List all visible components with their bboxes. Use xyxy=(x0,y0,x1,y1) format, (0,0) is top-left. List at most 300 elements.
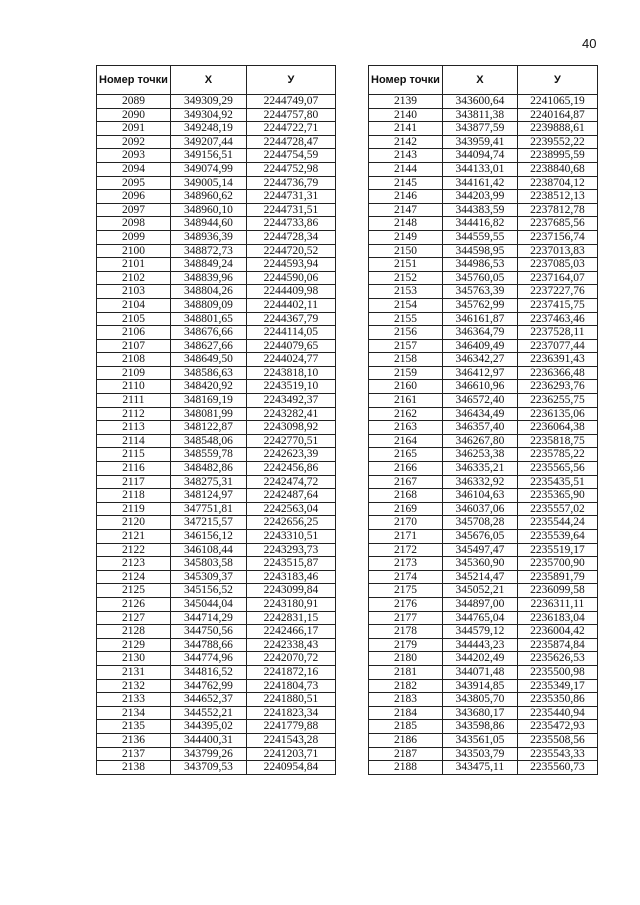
table-row xyxy=(97,462,336,476)
table-row xyxy=(97,312,336,326)
cell-x: 345156,52 xyxy=(170,584,246,598)
cell-point-number: 2096 xyxy=(97,190,171,204)
cell-point-number: 2140 xyxy=(369,108,443,122)
header-y: У xyxy=(246,66,335,95)
header-point-number: Номер точки xyxy=(369,66,443,95)
cell-point-number: 2182 xyxy=(369,679,443,693)
table-row xyxy=(369,611,598,625)
cell-y: 2235544,24 xyxy=(517,516,597,530)
table-row xyxy=(369,339,598,353)
cell-y: 2242456,86 xyxy=(246,462,335,476)
page-number: 40 xyxy=(582,36,597,51)
cell-y: 2235543,33 xyxy=(517,747,597,761)
header-point-number: Номер точки xyxy=(97,66,171,95)
cell-y: 2237415,75 xyxy=(517,298,597,312)
cell-x: 346161,87 xyxy=(442,312,517,326)
table-row xyxy=(97,176,336,190)
table-row xyxy=(97,407,336,421)
cell-x: 346335,21 xyxy=(442,462,517,476)
table-row xyxy=(97,693,336,707)
cell-y: 2238512,13 xyxy=(517,190,597,204)
cell-point-number: 2135 xyxy=(97,720,171,734)
cell-y: 2242623,39 xyxy=(246,448,335,462)
cell-x: 345676,05 xyxy=(442,530,517,544)
cell-y: 2243818,10 xyxy=(246,366,335,380)
cell-y: 2242338,43 xyxy=(246,638,335,652)
cell-y: 2244731,51 xyxy=(246,203,335,217)
header-x: X xyxy=(442,66,517,95)
table-row xyxy=(369,543,598,557)
cell-point-number: 2100 xyxy=(97,244,171,258)
cell-x: 348809,09 xyxy=(170,298,246,312)
table-row xyxy=(97,502,336,516)
cell-y: 2239888,61 xyxy=(517,122,597,136)
cell-point-number: 2126 xyxy=(97,597,171,611)
cell-y: 2236004,42 xyxy=(517,625,597,639)
cell-point-number: 2141 xyxy=(369,122,443,136)
cell-y: 2237227,76 xyxy=(517,285,597,299)
cell-y: 2241203,71 xyxy=(246,747,335,761)
cell-point-number: 2161 xyxy=(369,394,443,408)
table-row xyxy=(369,421,598,435)
cell-x: 345760,05 xyxy=(442,271,517,285)
cell-y: 2240164,87 xyxy=(517,108,597,122)
cell-point-number: 2093 xyxy=(97,149,171,163)
cell-y: 2237463,46 xyxy=(517,312,597,326)
cell-x: 344133,01 xyxy=(442,162,517,176)
table-row xyxy=(97,122,336,136)
table-row xyxy=(97,135,336,149)
cell-point-number: 2109 xyxy=(97,366,171,380)
cell-point-number: 2167 xyxy=(369,475,443,489)
table-row xyxy=(369,312,598,326)
cell-point-number: 2188 xyxy=(369,761,443,775)
cell-y: 2235435,51 xyxy=(517,475,597,489)
cell-x: 346156,12 xyxy=(170,530,246,544)
cell-x: 348122,87 xyxy=(170,421,246,435)
cell-y: 2243519,10 xyxy=(246,380,335,394)
table-row xyxy=(97,298,336,312)
cell-point-number: 2144 xyxy=(369,162,443,176)
cell-y: 2235519,17 xyxy=(517,543,597,557)
cell-point-number: 2178 xyxy=(369,625,443,639)
table-row xyxy=(369,584,598,598)
table-row xyxy=(97,217,336,231)
cell-y: 2242487,64 xyxy=(246,489,335,503)
cell-y: 2236255,75 xyxy=(517,394,597,408)
cell-point-number: 2149 xyxy=(369,230,443,244)
cell-y: 2240954,84 xyxy=(246,761,335,775)
cell-y: 2235626,53 xyxy=(517,652,597,666)
cell-x: 345052,21 xyxy=(442,584,517,598)
cell-point-number: 2127 xyxy=(97,611,171,625)
table-row xyxy=(369,652,598,666)
cell-point-number: 2128 xyxy=(97,625,171,639)
cell-point-number: 2118 xyxy=(97,489,171,503)
cell-x: 343475,11 xyxy=(442,761,517,775)
cell-point-number: 2186 xyxy=(369,733,443,747)
cell-y: 2241872,16 xyxy=(246,665,335,679)
cell-x: 344071,48 xyxy=(442,665,517,679)
cell-point-number: 2137 xyxy=(97,747,171,761)
cell-x: 347751,81 xyxy=(170,502,246,516)
table-row xyxy=(369,475,598,489)
cell-y: 2243293,73 xyxy=(246,543,335,557)
cell-y: 2242563,04 xyxy=(246,502,335,516)
table-row xyxy=(97,584,336,598)
cell-y: 2243099,84 xyxy=(246,584,335,598)
cell-x: 348559,78 xyxy=(170,448,246,462)
cell-point-number: 2120 xyxy=(97,516,171,530)
table-row xyxy=(97,339,336,353)
cell-x: 346037,06 xyxy=(442,502,517,516)
cell-y: 2236183,04 xyxy=(517,611,597,625)
table-row xyxy=(369,366,598,380)
cell-y: 2235785,22 xyxy=(517,448,597,462)
table-row xyxy=(97,285,336,299)
cell-x: 348169,19 xyxy=(170,394,246,408)
cell-point-number: 2091 xyxy=(97,122,171,136)
table-row xyxy=(369,434,598,448)
cell-y: 2244736,79 xyxy=(246,176,335,190)
cell-point-number: 2130 xyxy=(97,652,171,666)
cell-point-number: 2094 xyxy=(97,162,171,176)
cell-x: 346104,63 xyxy=(442,489,517,503)
cell-x: 349309,29 xyxy=(170,95,246,109)
cell-y: 2235508,56 xyxy=(517,733,597,747)
cell-point-number: 2123 xyxy=(97,557,171,571)
cell-y: 2244593,94 xyxy=(246,258,335,272)
coordinates-table-right xyxy=(368,65,598,775)
cell-point-number: 2187 xyxy=(369,747,443,761)
cell-x: 349156,51 xyxy=(170,149,246,163)
cell-point-number: 2111 xyxy=(97,394,171,408)
cell-point-number: 2170 xyxy=(369,516,443,530)
cell-x: 343680,17 xyxy=(442,706,517,720)
table-row xyxy=(369,258,598,272)
cell-x: 344986,53 xyxy=(442,258,517,272)
cell-y: 2241543,28 xyxy=(246,733,335,747)
cell-y: 2235539,64 xyxy=(517,530,597,544)
cell-point-number: 2136 xyxy=(97,733,171,747)
cell-point-number: 2131 xyxy=(97,665,171,679)
table-header-row xyxy=(97,66,336,95)
table-row xyxy=(369,217,598,231)
cell-point-number: 2114 xyxy=(97,434,171,448)
cell-x: 345497,47 xyxy=(442,543,517,557)
header-y: У xyxy=(517,66,597,95)
cell-x: 344714,29 xyxy=(170,611,246,625)
cell-y: 2244754,59 xyxy=(246,149,335,163)
cell-y: 2244590,06 xyxy=(246,271,335,285)
table-row xyxy=(97,149,336,163)
cell-y: 2237085,03 xyxy=(517,258,597,272)
table-row xyxy=(97,271,336,285)
cell-y: 2242831,15 xyxy=(246,611,335,625)
cell-x: 348676,66 xyxy=(170,326,246,340)
table-row xyxy=(97,625,336,639)
table-row xyxy=(369,733,598,747)
cell-point-number: 2129 xyxy=(97,638,171,652)
cell-y: 2242070,72 xyxy=(246,652,335,666)
cell-y: 2244024,77 xyxy=(246,353,335,367)
cell-x: 348548,06 xyxy=(170,434,246,448)
cell-y: 2241823,34 xyxy=(246,706,335,720)
cell-point-number: 2142 xyxy=(369,135,443,149)
cell-point-number: 2115 xyxy=(97,448,171,462)
table-row xyxy=(97,434,336,448)
cell-point-number: 2181 xyxy=(369,665,443,679)
cell-point-number: 2110 xyxy=(97,380,171,394)
cell-y: 2235891,79 xyxy=(517,570,597,584)
cell-x: 348649,50 xyxy=(170,353,246,367)
cell-point-number: 2168 xyxy=(369,489,443,503)
cell-x: 346253,38 xyxy=(442,448,517,462)
cell-point-number: 2138 xyxy=(97,761,171,775)
cell-point-number: 2122 xyxy=(97,543,171,557)
cell-x: 348936,39 xyxy=(170,230,246,244)
table-row xyxy=(97,475,336,489)
table-row xyxy=(369,557,598,571)
table-row xyxy=(97,570,336,584)
table-row xyxy=(369,149,598,163)
table-row xyxy=(97,761,336,775)
table-row xyxy=(97,353,336,367)
cell-point-number: 2180 xyxy=(369,652,443,666)
cell-y: 2244749,07 xyxy=(246,95,335,109)
cell-point-number: 2134 xyxy=(97,706,171,720)
cell-point-number: 2158 xyxy=(369,353,443,367)
cell-point-number: 2184 xyxy=(369,706,443,720)
cell-y: 2244733,86 xyxy=(246,217,335,231)
cell-point-number: 2103 xyxy=(97,285,171,299)
cell-y: 2236391,43 xyxy=(517,353,597,367)
cell-x: 346364,79 xyxy=(442,326,517,340)
cell-x: 344400,31 xyxy=(170,733,246,747)
table-row xyxy=(369,570,598,584)
table-row xyxy=(97,108,336,122)
cell-point-number: 2099 xyxy=(97,230,171,244)
cell-x: 348124,97 xyxy=(170,489,246,503)
cell-y: 2243492,37 xyxy=(246,394,335,408)
cell-y: 2235350,86 xyxy=(517,693,597,707)
cell-point-number: 2146 xyxy=(369,190,443,204)
cell-x: 349248,19 xyxy=(170,122,246,136)
cell-x: 345763,39 xyxy=(442,285,517,299)
cell-y: 2235818,75 xyxy=(517,434,597,448)
cell-point-number: 2147 xyxy=(369,203,443,217)
cell-y: 2243098,92 xyxy=(246,421,335,435)
cell-point-number: 2159 xyxy=(369,366,443,380)
cell-x: 348839,96 xyxy=(170,271,246,285)
cell-y: 2238840,68 xyxy=(517,162,597,176)
cell-x: 344897,00 xyxy=(442,597,517,611)
cell-x: 344559,55 xyxy=(442,230,517,244)
cell-y: 2243282,41 xyxy=(246,407,335,421)
cell-point-number: 2092 xyxy=(97,135,171,149)
cell-x: 348275,31 xyxy=(170,475,246,489)
cell-y: 2243183,46 xyxy=(246,570,335,584)
cell-point-number: 2121 xyxy=(97,530,171,544)
cell-y: 2244731,31 xyxy=(246,190,335,204)
cell-x: 344774,96 xyxy=(170,652,246,666)
cell-point-number: 2162 xyxy=(369,407,443,421)
cell-point-number: 2124 xyxy=(97,570,171,584)
cell-y: 2242474,72 xyxy=(246,475,335,489)
cell-y: 2235557,02 xyxy=(517,502,597,516)
cell-point-number: 2157 xyxy=(369,339,443,353)
cell-point-number: 2163 xyxy=(369,421,443,435)
table-row xyxy=(97,679,336,693)
table-row xyxy=(369,448,598,462)
table-row xyxy=(369,95,598,109)
cell-x: 344598,95 xyxy=(442,244,517,258)
cell-y: 2241779,88 xyxy=(246,720,335,734)
cell-point-number: 2153 xyxy=(369,285,443,299)
cell-x: 349005,14 xyxy=(170,176,246,190)
table-row xyxy=(97,733,336,747)
cell-y: 2242466,17 xyxy=(246,625,335,639)
table-row xyxy=(369,326,598,340)
cell-point-number: 2108 xyxy=(97,353,171,367)
table-row xyxy=(97,652,336,666)
cell-x: 348801,65 xyxy=(170,312,246,326)
cell-x: 343600,64 xyxy=(442,95,517,109)
table-row xyxy=(97,95,336,109)
coordinates-table-left xyxy=(96,65,336,775)
cell-x: 343877,59 xyxy=(442,122,517,136)
cell-point-number: 2116 xyxy=(97,462,171,476)
cell-y: 2241065,19 xyxy=(517,95,597,109)
cell-x: 345360,90 xyxy=(442,557,517,571)
cell-x: 344094,74 xyxy=(442,149,517,163)
cell-y: 2241804,73 xyxy=(246,679,335,693)
cell-y: 2236099,58 xyxy=(517,584,597,598)
table-row xyxy=(369,190,598,204)
cell-point-number: 2104 xyxy=(97,298,171,312)
cell-y: 2235365,90 xyxy=(517,489,597,503)
table-row xyxy=(369,230,598,244)
cell-y: 2237812,78 xyxy=(517,203,597,217)
cell-x: 344203,99 xyxy=(442,190,517,204)
table-row xyxy=(97,258,336,272)
cell-x: 345762,99 xyxy=(442,298,517,312)
cell-x: 349304,92 xyxy=(170,108,246,122)
cell-y: 2243515,87 xyxy=(246,557,335,571)
cell-y: 2235500,98 xyxy=(517,665,597,679)
cell-y: 2244114,05 xyxy=(246,326,335,340)
cell-y: 2244079,65 xyxy=(246,339,335,353)
cell-x: 343811,38 xyxy=(442,108,517,122)
cell-x: 344395,02 xyxy=(170,720,246,734)
table-row xyxy=(369,135,598,149)
table-row xyxy=(97,394,336,408)
cell-point-number: 2177 xyxy=(369,611,443,625)
table-row xyxy=(369,638,598,652)
table-row xyxy=(97,326,336,340)
cell-x: 345044,04 xyxy=(170,597,246,611)
cell-point-number: 2152 xyxy=(369,271,443,285)
cell-x: 345214,47 xyxy=(442,570,517,584)
cell-y: 2244367,79 xyxy=(246,312,335,326)
table-row xyxy=(369,502,598,516)
table-row xyxy=(369,720,598,734)
table-row xyxy=(369,298,598,312)
cell-x: 344579,12 xyxy=(442,625,517,639)
cell-x: 346572,40 xyxy=(442,394,517,408)
header-x: X xyxy=(170,66,246,95)
table-row xyxy=(97,706,336,720)
table-row xyxy=(369,462,598,476)
cell-x: 346342,27 xyxy=(442,353,517,367)
cell-x: 343959,41 xyxy=(442,135,517,149)
table-row xyxy=(369,244,598,258)
cell-y: 2242656,25 xyxy=(246,516,335,530)
table-row xyxy=(97,489,336,503)
table-row xyxy=(369,747,598,761)
cell-point-number: 2145 xyxy=(369,176,443,190)
cell-point-number: 2160 xyxy=(369,380,443,394)
cell-x: 344788,66 xyxy=(170,638,246,652)
cell-point-number: 2173 xyxy=(369,557,443,571)
cell-point-number: 2102 xyxy=(97,271,171,285)
cell-x: 348482,86 xyxy=(170,462,246,476)
table-row xyxy=(369,407,598,421)
cell-point-number: 2133 xyxy=(97,693,171,707)
table-row xyxy=(369,108,598,122)
table-row xyxy=(369,285,598,299)
cell-y: 2244720,52 xyxy=(246,244,335,258)
cell-point-number: 2105 xyxy=(97,312,171,326)
cell-y: 2239552,22 xyxy=(517,135,597,149)
cell-x: 348081,99 xyxy=(170,407,246,421)
cell-y: 2237077,44 xyxy=(517,339,597,353)
table-row xyxy=(369,271,598,285)
cell-x: 344652,37 xyxy=(170,693,246,707)
cell-x: 344750,56 xyxy=(170,625,246,639)
cell-x: 348944,60 xyxy=(170,217,246,231)
cell-point-number: 2089 xyxy=(97,95,171,109)
cell-point-number: 2132 xyxy=(97,679,171,693)
table-row xyxy=(369,162,598,176)
table-row xyxy=(369,122,598,136)
cell-point-number: 2101 xyxy=(97,258,171,272)
cell-point-number: 2156 xyxy=(369,326,443,340)
table-row xyxy=(369,706,598,720)
cell-y: 2244728,47 xyxy=(246,135,335,149)
table-row xyxy=(369,761,598,775)
cell-point-number: 2151 xyxy=(369,258,443,272)
cell-point-number: 2172 xyxy=(369,543,443,557)
table-row xyxy=(97,448,336,462)
cell-y: 2236293,76 xyxy=(517,380,597,394)
table-row xyxy=(97,380,336,394)
cell-x: 346267,80 xyxy=(442,434,517,448)
cell-point-number: 2165 xyxy=(369,448,443,462)
cell-x: 345309,37 xyxy=(170,570,246,584)
table-row xyxy=(369,693,598,707)
cell-x: 346412,97 xyxy=(442,366,517,380)
cell-point-number: 2185 xyxy=(369,720,443,734)
table-row xyxy=(97,516,336,530)
cell-x: 348872,73 xyxy=(170,244,246,258)
cell-point-number: 2154 xyxy=(369,298,443,312)
cell-point-number: 2119 xyxy=(97,502,171,516)
table-row xyxy=(369,597,598,611)
cell-x: 344202,49 xyxy=(442,652,517,666)
cell-x: 343805,70 xyxy=(442,693,517,707)
cell-point-number: 2179 xyxy=(369,638,443,652)
